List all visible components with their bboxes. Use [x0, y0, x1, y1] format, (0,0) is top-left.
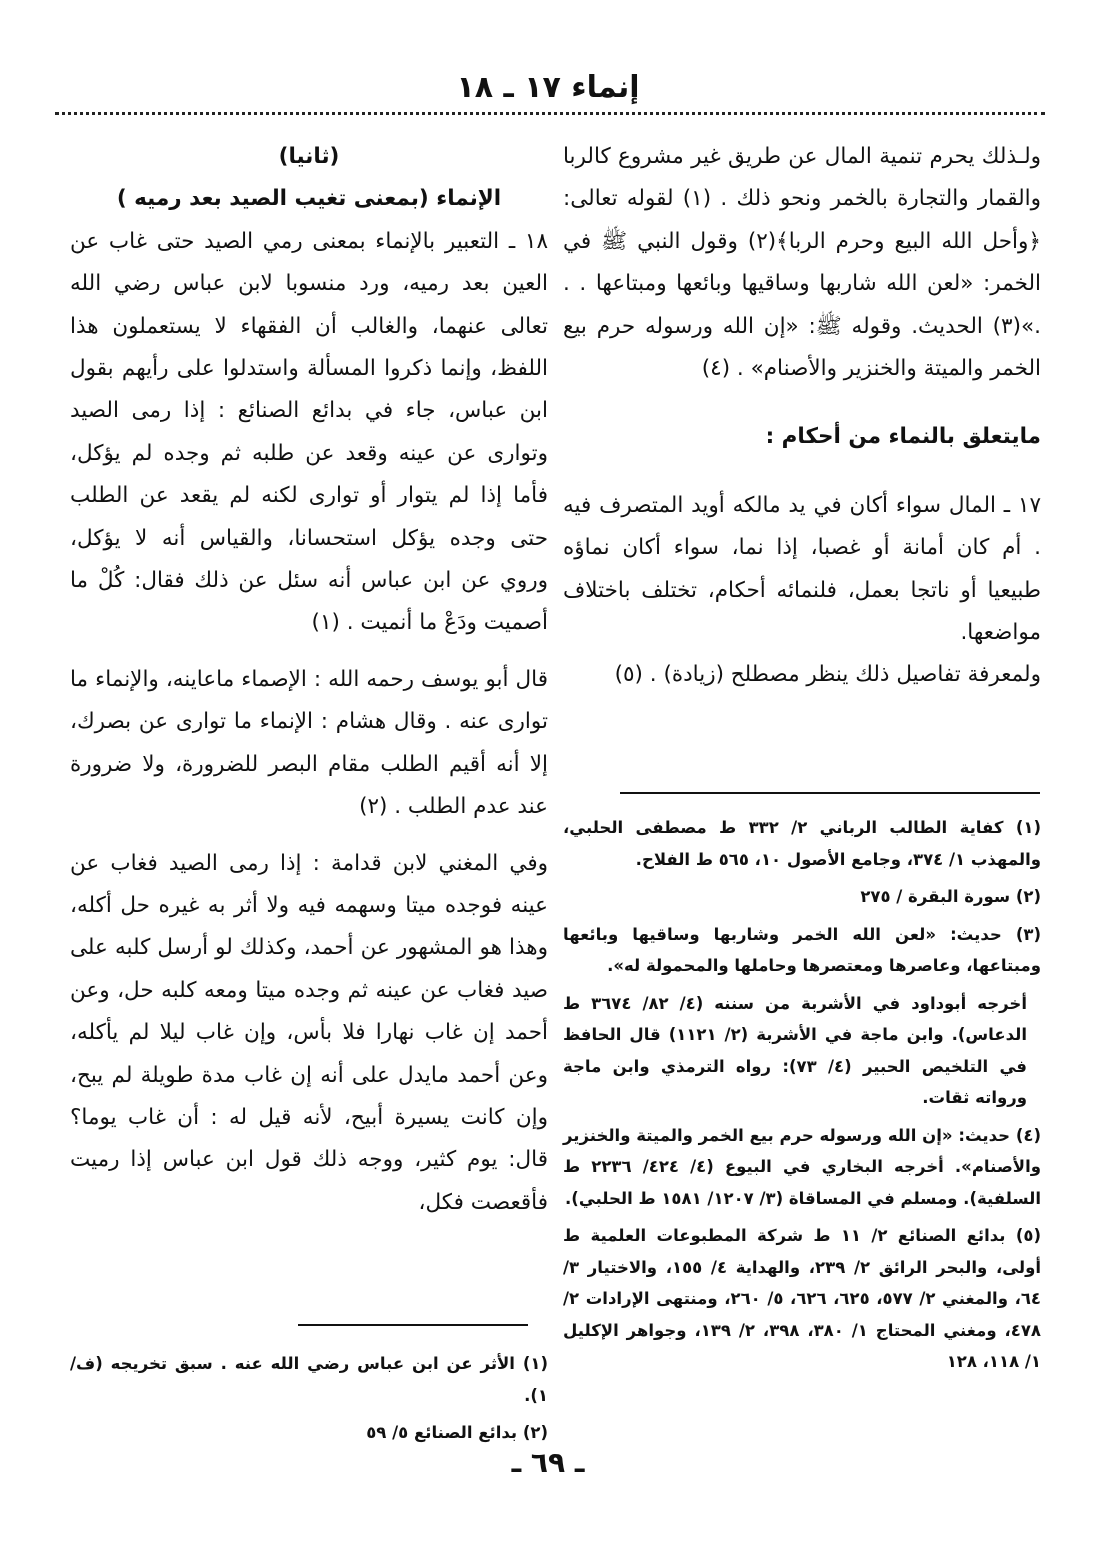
footnote: (٢) سورة البقرة / ٢٧٥ — [860, 887, 1041, 906]
footnote: (١) كفاية الطالب الرباني ٢/ ٣٣٢ ط مصطفى الحلبي، والمهذب ١/ ٣٧٤، وجامع الأصول ١٠، ٥٦٥ ط الفلاح. — [563, 818, 1041, 869]
footnote: (٥) بدائع الصنائع ٢/ ١١ ط شركة المطبوعات العلمية ط أولى، والبحر الرائق ٢/ ٢٣٩، والهداية ٤/ ١٥٥، والاختيار ٣/ ٦٤، والمغني ٢/ ٥٧٧، ٦٢٥، ٦٢٦، ٥/ ٢٦٠، ومنتهى الإرادات ٢/ ٤٧٨، ومغني المحتاج ١/ ٣٨٠، ٣٩٨، ٢/ ١٣٩، وجواهر الإكليل ١/ ١١٨، ١٢٨ — [563, 1226, 1042, 1371]
footnote: أخرجه أبوداود في الأشربة من سننه (٤/ ٨٢/ ٣٦٧٤ ط الدعاس). وابن ماجة في الأشربة (٢/ ١١٢١) قال الحافظ في التلخيص الحبير (٤/ ٧٣): رواه الترمذي وابن ماجة ورواته ثقات. — [563, 993, 1027, 1107]
paragraph-18: ١٨ ـ التعبير بالإنماء بمعنى رمي الصيد حتى غاب عن العين بعد رميه، ورد منسوبا لابن عباس رضي الله تعالى عنهما، والغالب أن الفقهاء لا يستعملون هذا اللفظ، وإنما ذكروا المسألة واستدلوا على رأيهم بقول ابن عباس، جاء في بدائع الصنائع : إذا رمى الصيد وتوارى عن عينه وقعد عن طلبه ثم وجده لم يؤكل، فأما إذا لم يتوار أو توارى لكنه لم يقعد عن الطلب حتى وجده يؤكل استحسانا، والقياس أنه لا يؤكل، وروي عن ابن عباس أنه سئل عن ذلك فقال: كُلْ ما أصميت ودَعْ ما أنميت . (١) — [70, 228, 548, 636]
page-header-title: إنماء ١٧ ـ ١٨ — [456, 70, 640, 105]
footnote: (٣) حديث: «لعن الله الخمر وشاربها وساقيها وبائعها ومبتاعها، وعاصرها ومعتصرها وحاملها والمحمولة له». — [563, 924, 1041, 975]
footnote-divider-left — [298, 1324, 528, 1326]
section-title: الإنماء (بمعنى تغيب الصيد بعد رميه ) — [116, 186, 502, 212]
header-dotted-divider — [55, 112, 1045, 115]
paragraph-mughni: وفي المغني لابن قدامة : إذا رمى الصيد فغاب عن عينه فوجده ميتا وسهمه فيه ولا أثر به غيره حل أكله، وهذا هو المشهور عن أحمد، وكذلك لو أرسل كلبه على صيد فغاب عن عينه ثم وجده ميتا ومعه كلبه حل، وعن أحمد إن غاب نهارا فلا بأس، وإن غاب ليلا لم يأكله، وعن أحمد مايدل على أنه إن غاب مدة طويلة لم يبح، وإن كانت يسيرة أبيح، لأنه قيل له : أن غاب يوما؟ قال: يوم كثير، ووجه ذلك قول ابن عباس إذا رميت فأقعصت فكل، — [70, 850, 548, 1215]
right-text-column — [563, 136, 1041, 697]
paragraph-intro: ولـذلك يحرم تنمية المال عن طريق غير مشروع كالربا والقمار والتجارة بالخمر ونحو ذلك . (١) لقوله تعالى: ﴿وأحل الله البيع وحرم الربا﴾(٢) وقول النبي ﷺ في الخمر: «لعن الله شاربها وساقيها وبائعها ومبتاعها . . .»(٣) الحديث. وقوله ﷺ: «إن الله ورسوله حرم بيع الخمر والميتة والخنزير والأصنام» . (٤) — [563, 144, 1041, 382]
paragraph-17: ١٧ ـ المال سواء أكان في يد مالكه أويد المتصرف فيه . أم كان أمانة أو غصبا، إذا نما، سواء أكان نماؤه طبيعيا أو ناتجا بعمل، فلنمائه أحكام، تختلف باختلاف مواضعها. — [563, 492, 1041, 646]
footnote: (٢) بدائع الصنائع ٥/ ٥٩ — [366, 1423, 548, 1442]
paragraph-abu-yusuf: قال أبو يوسف رحمه الله : الإصماء ماعاينه، والإنماء ما توارى عنه . وقال هشام : الإنماء ما توارى عن بصرك، إلا أنه أقيم الطلب مقام البصر للضرورة، ولا ضرورة عند عدم الطلب . (٢) — [70, 666, 548, 820]
page-number: ـ ٦٩ ـ — [511, 1446, 585, 1479]
paragraph-reference: ولمعرفة تفاصيل ذلك ينظر مصطلح (زيادة) . (٥) — [614, 662, 1041, 688]
footnotes-left — [70, 1348, 548, 1455]
section-label: (ثانيا) — [278, 144, 340, 169]
footnote: (١) الأثر عن ابن عباس رضي الله عنه . سبق تخريجه (ف/ ١). — [70, 1354, 548, 1405]
footnote: (٤) حديث: «إن الله ورسوله حرم بيع الخمر والميتة والخنزير والأصنام». أخرجه البخاري في البيوع (٤/ ٤٢٤/ ٢٢٣٦ ط السلفية). ومسلم في المساقاة (٣/ ١٢٠٧/ ١٥٨١ ط الحلبي). — [563, 1125, 1041, 1208]
section-heading-rulings: مايتعلق بالنماء من أحكام : — [765, 424, 1041, 450]
left-text-column — [70, 136, 548, 1224]
footnotes-right — [563, 812, 1041, 1384]
footnote-divider-right — [620, 792, 1040, 794]
